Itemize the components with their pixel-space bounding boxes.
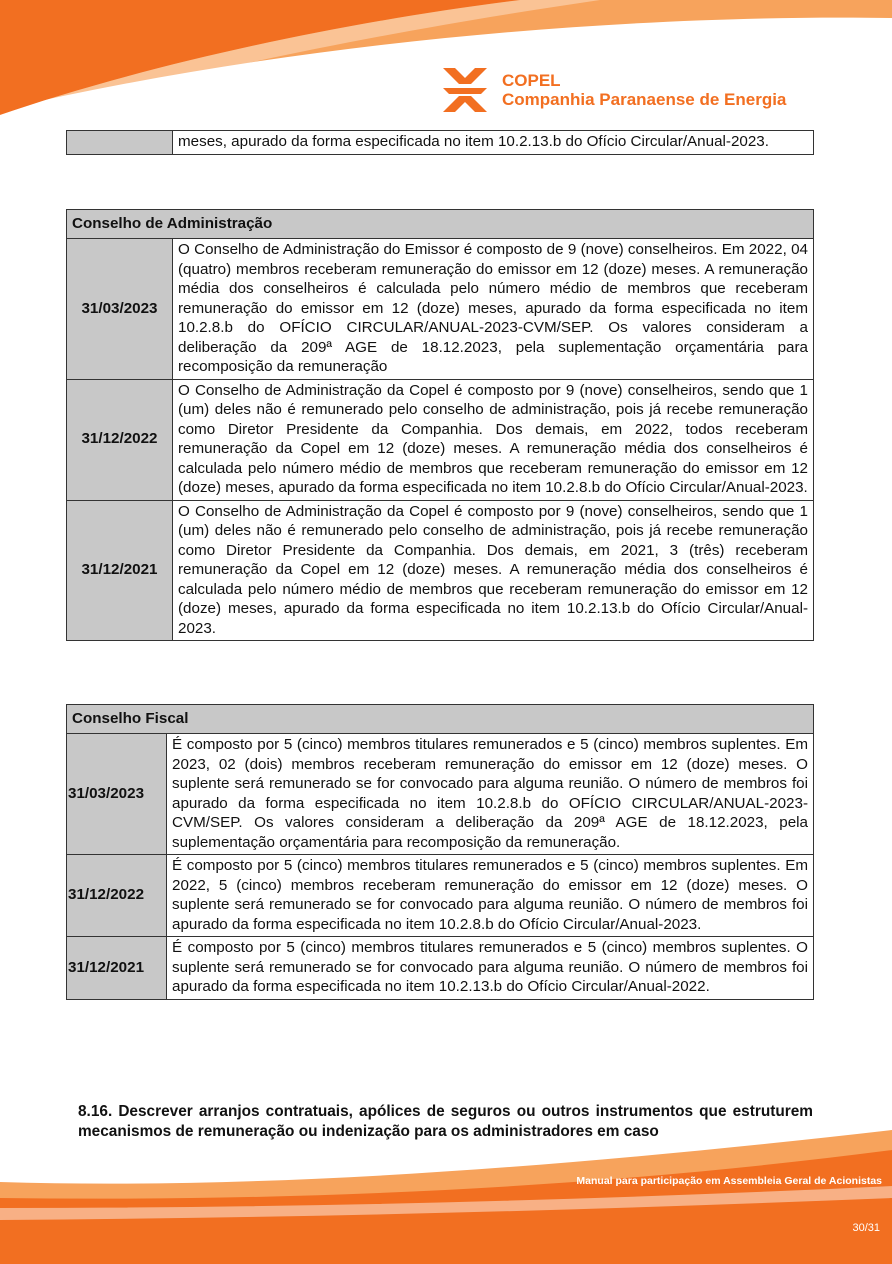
date-cell: 31/12/2022 — [67, 379, 173, 500]
table-row — [67, 855, 814, 937]
table-row — [67, 131, 814, 155]
date-cell-empty — [67, 131, 173, 155]
brand-fullname: Companhia Paranaense de Energia — [502, 90, 787, 109]
table-row — [67, 500, 814, 641]
table-row — [67, 239, 814, 380]
text-cell: O Conselho de Administração do Emissor é composto de 9 (nove) conselheiros. Em 2022, 04 (quatro) membros receberam remuneração do emissor em 12 (doze) meses. A remuneração média dos conselheiros é calculada pelo número médio de membros que receberam remuneração do emissor em 12 (doze) meses, apurado da forma especificada no item 10.2.8.b do OFÍCIO CIRCULAR/ANUAL-2023-CVM/SEP. Os valores consideram a deliberação da 209ª AGE de 18.12.2023, pela suplementação orçamentária para recomposição da remuneração — [173, 239, 814, 380]
text-cell: É composto por 5 (cinco) membros titulares remunerados e 5 (cinco) membros suplentes. Em 2022, 5 (cinco) membros receberam remuneração do emissor em 12 (doze) meses. O suplente será remunerado se for convocado para alguma reunião. O número de membros foi apurado da forma especificada no item 10.2.8.b do Ofício Circular/Anual-2023. — [167, 855, 814, 937]
page-number: 30/31 — [852, 1222, 880, 1234]
text-cell: O Conselho de Administração da Copel é composto por 9 (nove) conselheiros, sendo que 1 (um) deles não é remunerado pelo conselho de administração, pois já recebe remuneração como Diretor Presidente da Companhia. Dos demais, em 2021, 3 (três) receberam remuneração da Copel em 12 (doze) meses. A remuneração média dos conselheiros é calculada pelo número médio de membros que receberam remuneração do emissor em 12 (doze) meses, apurado da forma especificada no item 10.2.13.b do Ofício Circular/Anual-2023. — [173, 500, 814, 641]
copel-logo-icon — [440, 66, 490, 114]
text-cell: É composto por 5 (cinco) membros titulares remunerados e 5 (cinco) membros suplentes. Em 2023, 02 (dois) membros receberam remuneração do emissor em 12 (doze) meses. O suplente será remunerado se for convocado para alguma reunião. O número de membros foi apurado da forma especificada no item 10.2.8.b do OFÍCIO CIRCULAR/ANUAL-2023- CVM/SEP. Os valores consideram a deliberação da 209ª AGE de 18.12.2023, pela suplementação orçamentária para recomposição da remuneração. — [167, 734, 814, 855]
table-row — [67, 734, 814, 855]
table-row — [67, 937, 814, 1000]
text-cell: O Conselho de Administração da Copel é composto por 9 (nove) conselheiros, sendo que 1 (um) deles não é remunerado pelo conselho de administração, pois já recebe remuneração como Diretor Presidente da Companhia. Dos demais, em 2022, todos receberam remuneração da Copel em 12 (doze) meses. A remuneração média dos conselheiros é calculada pelo número médio de membros que receberam remuneração do emissor em 12 (doze) meses, apurado da forma especificada no item 10.2.8.b do Ofício Circular/Anual-2023. — [173, 379, 814, 500]
footer-swoosh — [0, 1120, 892, 1264]
fragment-text: meses, apurado da forma especificada no item 10.2.13.b do Ofício Circular/Anual-2023. — [173, 131, 814, 155]
text-cell: É composto por 5 (cinco) membros titulares remunerados e 5 (cinco) membros suplentes. O suplente será remunerado se for convocado para alguma reunião. O número de membros foi apurado da forma especificada no item 10.2.13.b do Ofício Circular/Anual-2022. — [167, 937, 814, 1000]
date-cell: 31/03/2023 — [67, 734, 167, 855]
conselho-fiscal-table — [66, 704, 814, 1000]
date-cell: 31/12/2021 — [67, 937, 167, 1000]
table-title: Conselho de Administração — [67, 210, 814, 239]
date-cell: 31/12/2021 — [67, 500, 173, 641]
section-heading-8-16: 8.16. Descrever arranjos contratuais, apólices de seguros ou outros instrumentos que estruturem mecanismos de remuneração ou indenização para os administradores em caso — [78, 1103, 813, 1140]
table-row — [67, 379, 814, 500]
fragment-table — [66, 130, 814, 155]
footer-manual-title: Manual para participação em Assembleia Geral de Acionistas — [576, 1175, 882, 1187]
copel-logo — [440, 66, 786, 114]
brand-name: COPEL — [502, 71, 561, 90]
conselho-administracao-table — [66, 209, 814, 641]
date-cell: 31/03/2023 — [67, 239, 173, 380]
table-title: Conselho Fiscal — [67, 705, 814, 734]
date-cell: 31/12/2022 — [67, 855, 167, 937]
